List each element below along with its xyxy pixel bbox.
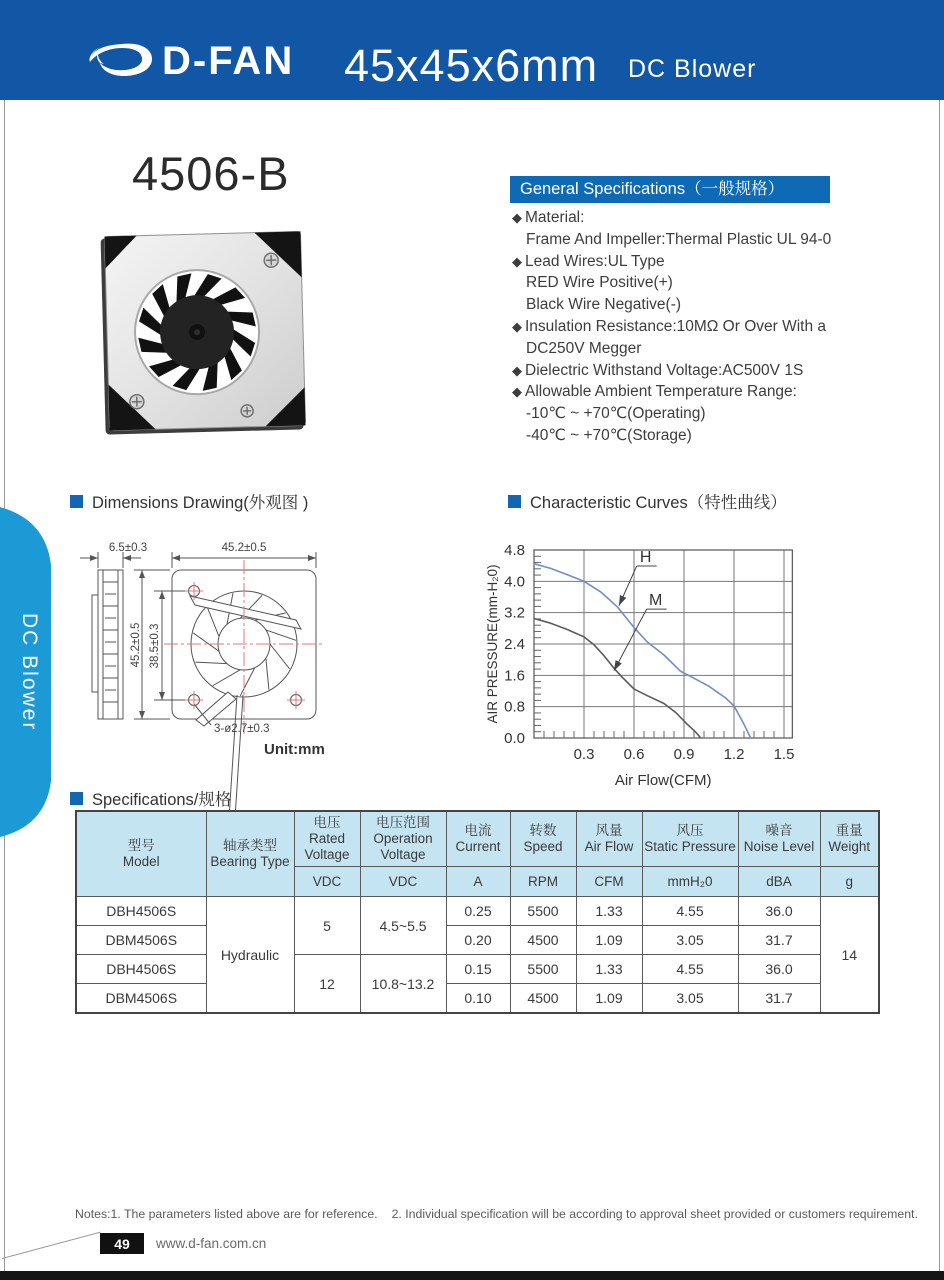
general-specs-list — [512, 207, 932, 447]
dim-holes-label: 3-ø2.7±0.3 — [214, 723, 270, 735]
dim-thickness-label: 6.5±0.3 — [108, 542, 148, 554]
bearing-cell: Hydraulic — [206, 897, 294, 1014]
header-banner — [0, 0, 944, 100]
svg-text:2.4: 2.4 — [504, 635, 525, 653]
product-model-title: 4506-B — [132, 147, 290, 200]
dim-width-label: 45.2±0.5 — [221, 542, 267, 554]
spec-line: ◆ Allowable Ambient Temperature Range: — [512, 383, 797, 401]
spec-line: -10℃ ~ +70℃(Operating) — [526, 405, 706, 423]
col-header-voltage-range: 电压范围 Operation Voltage — [360, 811, 446, 867]
col-header-noise: 噪音 Noise Level — [738, 811, 820, 867]
unit-cell: A — [446, 867, 510, 897]
diamond-bullet-icon: ◆ — [512, 210, 522, 225]
dim-hole-pitch-label: 38.5±0.3 — [149, 623, 161, 669]
col-header-weight: 重量 Weight — [820, 811, 879, 867]
spec-line: ◆ Lead Wires:UL Type — [512, 252, 665, 270]
svg-text:1.5: 1.5 — [773, 746, 795, 763]
side-view-outline — [98, 570, 123, 719]
table-row: DBM4506S 0.20 4500 1.09 3.05 31.7 — [76, 926, 879, 955]
table-row: DBH4506S 12 10.8~13.2 0.15 5500 1.33 4.55 36.0 — [76, 955, 879, 984]
unit-cell: g — [820, 867, 879, 897]
specifications-table — [75, 810, 880, 1014]
svg-text:1.6: 1.6 — [504, 667, 525, 685]
product-photo — [93, 218, 315, 448]
col-header-bearing: 轴承类型 Bearing Type — [206, 811, 294, 897]
section-bullet-square — [508, 495, 521, 508]
svg-text:4.8: 4.8 — [504, 541, 525, 559]
diamond-bullet-icon: ◆ — [512, 318, 522, 334]
svg-text:0.3: 0.3 — [573, 746, 595, 763]
dim-height-label: 45.2±0.5 — [130, 622, 142, 668]
unit-cell: VDC — [360, 867, 446, 897]
spec-line: Black Wire Negative(-) — [526, 296, 682, 314]
table-row: DBH4506S Hydraulic 5 4.5~5.5 0.25 5500 1.33 4.55 36.0 14 — [76, 897, 879, 926]
svg-text:4.0: 4.0 — [504, 573, 525, 591]
svg-text:H: H — [639, 549, 652, 567]
spec-line: -40℃ ~ +70℃(Storage) — [526, 426, 692, 444]
characteristic-curves-chart — [484, 526, 944, 796]
brand-name: D-FAN — [162, 38, 295, 83]
bottom-black-bar — [0, 1271, 944, 1280]
unit-cell: CFM — [576, 867, 642, 897]
unit-cell: RPM — [510, 867, 576, 897]
brand-logo — [86, 38, 294, 84]
spec-line: DC250V Megger — [526, 339, 642, 357]
spec-line: ◆ Material: — [512, 209, 585, 226]
section-specs-title: Specifications/规格 — [70, 786, 231, 810]
svg-text:0.0: 0.0 — [504, 730, 525, 747]
general-specs-header: General Specifications（一般规格） — [510, 176, 830, 203]
page-subtitle: DC Blower — [628, 55, 757, 83]
svg-text:1.2: 1.2 — [723, 746, 745, 763]
col-header-model: 型号 Model — [76, 811, 206, 897]
diamond-bullet-icon: ◆ — [512, 384, 522, 400]
col-header-pressure: 风压 Static Pressure — [642, 811, 738, 867]
side-tab-label: DC Blower — [18, 612, 41, 732]
diamond-bullet-icon: ◆ — [512, 362, 522, 378]
unit-cell: mmH₂0 — [642, 867, 738, 897]
notes: Notes:1. The parameters listed above are for reference. 2. Individual specification will be according to approval sheet provided or customers requirement. — [75, 1207, 918, 1221]
unit-cell: VDC — [294, 867, 360, 897]
diamond-bullet-icon: ◆ — [512, 253, 522, 269]
svg-text:3.2: 3.2 — [504, 604, 525, 622]
svg-text:Air Flow(CFM): Air Flow(CFM) — [614, 772, 712, 789]
page-number-badge: 49 — [100, 1233, 144, 1254]
fan-swirl-icon — [86, 38, 158, 84]
spec-line: ◆ Dielectric Withstand Voltage:AC500V 1S — [512, 361, 804, 379]
spec-line: ◆ Insulation Resistance:10MΩ Or Over With a — [512, 317, 827, 335]
table-header-row — [76, 811, 879, 867]
section-curves-title: Characteristic Curves（特性曲线） — [508, 489, 787, 513]
table-row: DBM4506S 0.10 4500 1.09 3.05 31.7 — [76, 984, 879, 1014]
svg-text:0.9: 0.9 — [673, 746, 695, 763]
svg-text:AIR PRESSURE(mm-H₂0): AIR PRESSURE(mm-H₂0) — [485, 564, 500, 724]
unit-cell: dBA — [738, 867, 820, 897]
footer-website: www.d-fan.com.cn — [156, 1236, 267, 1251]
svg-text:0.8: 0.8 — [504, 698, 525, 716]
col-header-airflow: 风量 Air Flow — [576, 811, 642, 867]
svg-text:M: M — [649, 592, 663, 610]
svg-text:0.6: 0.6 — [623, 746, 645, 763]
weight-cell: 14 — [820, 897, 879, 1014]
page-title-size: 45x45x6mm — [344, 40, 599, 91]
col-header-voltage: 电压 Rated Voltage — [294, 811, 360, 867]
dim-unit-label: Unit:mm — [264, 741, 325, 758]
col-header-current: 电流 Current — [446, 811, 510, 867]
section-bullet-square — [70, 495, 83, 508]
spec-line: Frame And Impeller:Thermal Plastic UL 94-0 — [526, 230, 832, 248]
section-dimensions-title: Dimensions Drawing(外观图 ) — [70, 489, 308, 513]
col-header-speed: 转数 Speed — [510, 811, 576, 867]
spec-line: RED Wire Positive(+) — [526, 274, 673, 292]
